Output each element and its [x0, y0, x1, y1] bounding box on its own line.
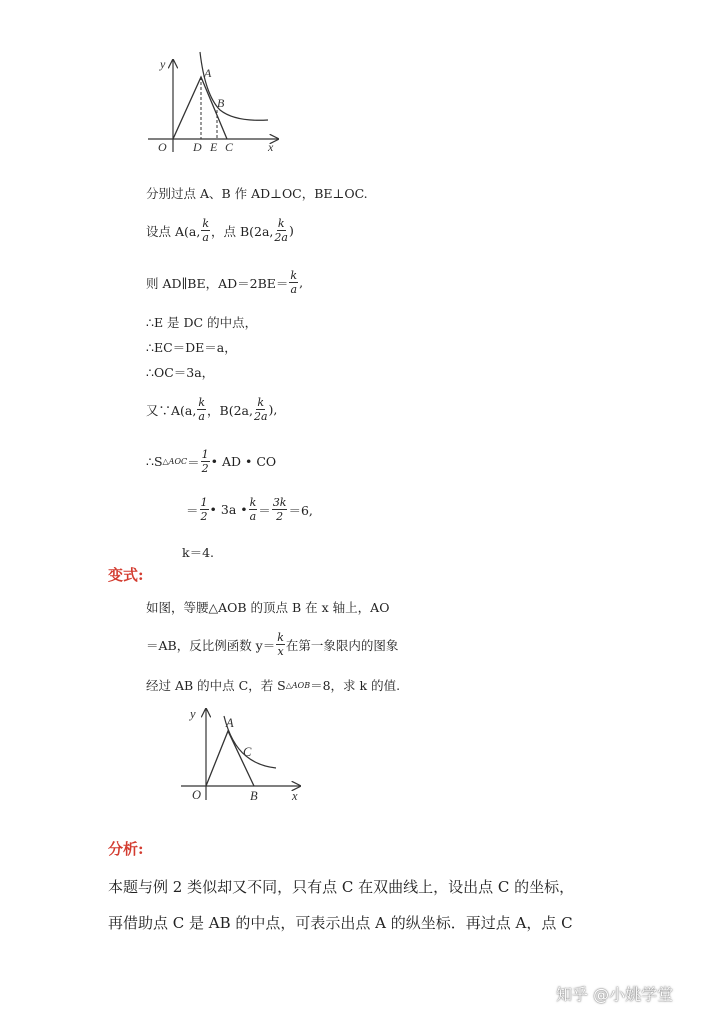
- label-c: C: [243, 745, 252, 759]
- analysis-line-2: 再借助点 C 是 AB 的中点，可表示出点 A 的纵坐标．再过点 A，点 C: [108, 914, 573, 932]
- analysis-line-1: 本题与例 2 类似却又不同，只有点 C 在双曲线上，设出点 C 的坐标，: [108, 878, 575, 896]
- variant-para-1: 如图，等腰△AOB 的顶点 B 在 x 轴上，AO: [146, 600, 390, 615]
- analysis-heading: 分析:: [108, 840, 144, 858]
- solution-line-1: 分别过点 A、B 作 AD⊥OC，BE⊥OC.: [146, 186, 368, 201]
- watermark: 知乎 @小姚学堂: [556, 985, 674, 1004]
- label-y: y: [160, 57, 166, 71]
- label-o: O: [158, 140, 167, 154]
- variant-para-3: 经过 AB 的中点 C，若 S △AOB ＝8，求 k 的值.: [146, 678, 401, 693]
- label-y: y: [190, 707, 196, 721]
- label-d: D: [193, 140, 202, 154]
- label-c: C: [225, 140, 234, 154]
- label-b: B: [217, 96, 225, 110]
- label-e: E: [210, 140, 218, 154]
- figure-2: [176, 704, 306, 804]
- variant-para-2: ＝AB，反比例函数 y＝ $\frac{k}{x}$ 在第一象限内的图象: [146, 631, 399, 658]
- solution-line-5: ∴EC＝DE＝a，: [146, 340, 237, 355]
- hyperbola-curve: [200, 52, 268, 120]
- solution-line-10: k＝4.: [182, 545, 215, 560]
- figure-1: [140, 50, 300, 160]
- variant-heading: 变式:: [108, 566, 144, 584]
- label-a: A: [226, 716, 234, 730]
- solution-line-7: 又∵A(a, $\frac{k}{a}$ ，B(2a, $\frac{k}{2a}$ ),: [146, 396, 278, 423]
- solution-line-3: 则 AD∥BE，AD＝2BE＝ $\frac{k}{a}$ ,: [146, 269, 304, 296]
- solution-line-4: ∴E 是 DC 的中点，: [146, 315, 258, 330]
- solution-line-6: ∴OC＝3a，: [146, 365, 215, 380]
- label-o: O: [192, 788, 202, 802]
- label-b: B: [250, 789, 258, 803]
- label-a: A: [204, 66, 212, 80]
- solution-line-9: ＝ $\frac{1}{2}$ • 3a • $\frac{k}{a}$ ＝ $\frac{3k}{2}$ ＝6,: [186, 496, 313, 523]
- solution-line-2: 设点 A(a, $\frac{k}{a}$ ，点 B(2a, $\frac{k}{2a}$ ): [146, 217, 294, 244]
- label-x: x: [292, 789, 298, 803]
- solution-line-8: ∴S △AOC ＝ $\frac{1}{2}$ • AD • CO: [146, 448, 277, 475]
- label-x: x: [268, 140, 274, 154]
